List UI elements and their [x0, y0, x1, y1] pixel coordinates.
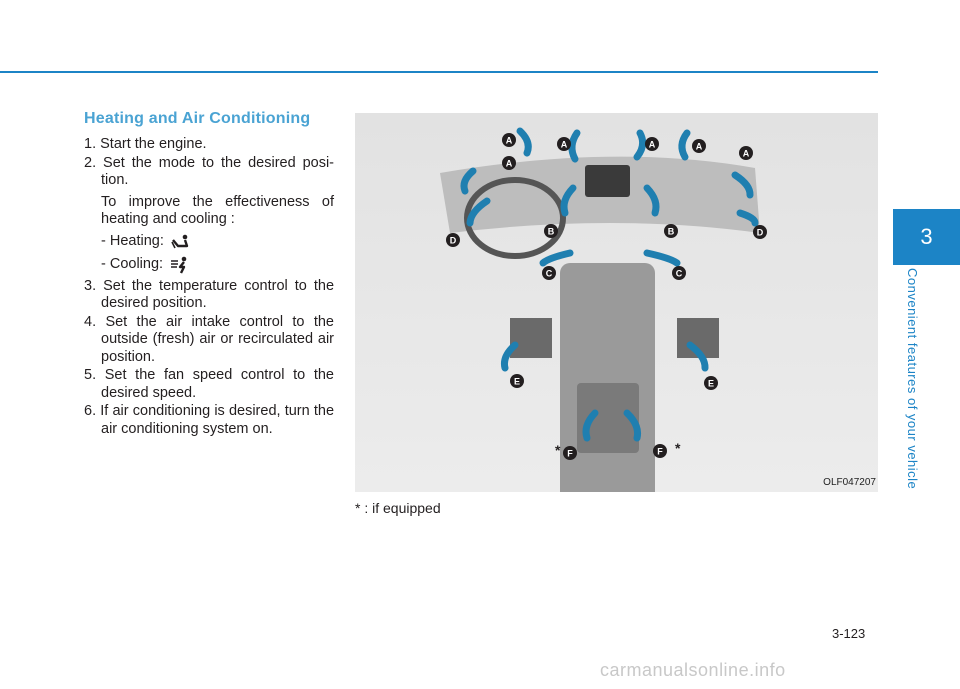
- vent-label-a: [557, 137, 571, 151]
- airflow-arrow: [543, 253, 570, 263]
- svg-text:C: C: [675, 268, 683, 279]
- svg-text:A: A: [742, 148, 750, 159]
- vent-label-a: [502, 156, 516, 170]
- page-number: 3-123: [832, 626, 866, 641]
- svg-text:A: A: [505, 135, 513, 146]
- step-4: 4. Set the air intake control to the outside (fresh) air or recirculated air position.: [84, 313, 334, 365]
- step-2-note: To improve the effectiveness of heating and cooling :: [101, 193, 334, 227]
- step-2: 2. Set the mode to the desired posi- tion.: [84, 154, 335, 188]
- vent-label-f: [563, 446, 577, 460]
- vent-label-d: [446, 233, 460, 247]
- vent-label-e: [510, 374, 524, 388]
- airflow-arrow: [520, 131, 528, 153]
- vent-label-a: [739, 146, 753, 160]
- step-5: 5. Set the fan speed control to the desired speed.: [84, 367, 335, 401]
- vent-label-a: [502, 133, 516, 147]
- svg-text:F: F: [657, 446, 663, 457]
- vent-label-a: [645, 137, 659, 151]
- airflow-arrow: [637, 133, 643, 157]
- floor-vent-icon: [170, 233, 192, 251]
- vent-label-d: [753, 225, 767, 239]
- vent-label-c: [542, 266, 556, 280]
- cooling-mode-label: - Cooling:: [101, 255, 164, 272]
- step-1: 1. Start the engine.: [84, 136, 207, 152]
- step-6: 6. If air conditioning is desired, turn the air conditioning system on.: [84, 403, 335, 437]
- cooling-mode: [84, 255, 334, 275]
- footnote: * : if equipped: [355, 500, 441, 516]
- svg-text:A: A: [505, 158, 513, 169]
- svg-text:E: E: [707, 378, 715, 389]
- vent-diagram: [355, 113, 878, 492]
- top-rule: [0, 71, 878, 73]
- chapter-number-tab: 3: [893, 209, 960, 265]
- vent-label-a: [692, 139, 706, 153]
- svg-text:D: D: [756, 227, 764, 238]
- procedure-steps: [84, 136, 334, 439]
- airflow-arrow: [682, 133, 687, 157]
- vent-label-f: [653, 444, 667, 458]
- section-title: Heating and Air Conditioning: [84, 110, 311, 127]
- heating-mode: [84, 232, 334, 252]
- left-rear-duct: [510, 318, 552, 358]
- optional-asterisk: *: [675, 440, 681, 456]
- svg-text:C: C: [545, 268, 553, 279]
- step-3: 3. Set the temperature control to the desired position.: [84, 277, 335, 311]
- vent-illustration: [355, 113, 878, 492]
- figure-code: OLF047207: [823, 477, 876, 488]
- heating-mode-label: - Heating:: [101, 232, 164, 249]
- vent-label-c: [672, 266, 686, 280]
- svg-text:B: B: [547, 226, 555, 237]
- vent-label-e: [704, 376, 718, 390]
- optional-asterisk: *: [555, 442, 561, 458]
- chapter-title: Convenient features of your vehicle: [905, 268, 920, 490]
- svg-text:F: F: [567, 448, 573, 459]
- airflow-arrow: [647, 253, 677, 263]
- svg-text:D: D: [449, 235, 457, 246]
- airflow-arrow: [572, 133, 577, 159]
- center-display: [585, 165, 630, 197]
- watermark: carmanualsonline.info: [600, 660, 786, 680]
- svg-text:A: A: [695, 141, 703, 152]
- svg-text:A: A: [560, 139, 568, 150]
- svg-text:E: E: [513, 376, 521, 387]
- vent-label-b: [544, 224, 558, 238]
- face-vent-icon: [169, 256, 191, 274]
- svg-text:A: A: [648, 139, 656, 150]
- svg-text:B: B: [667, 226, 675, 237]
- vent-label-b: [664, 224, 678, 238]
